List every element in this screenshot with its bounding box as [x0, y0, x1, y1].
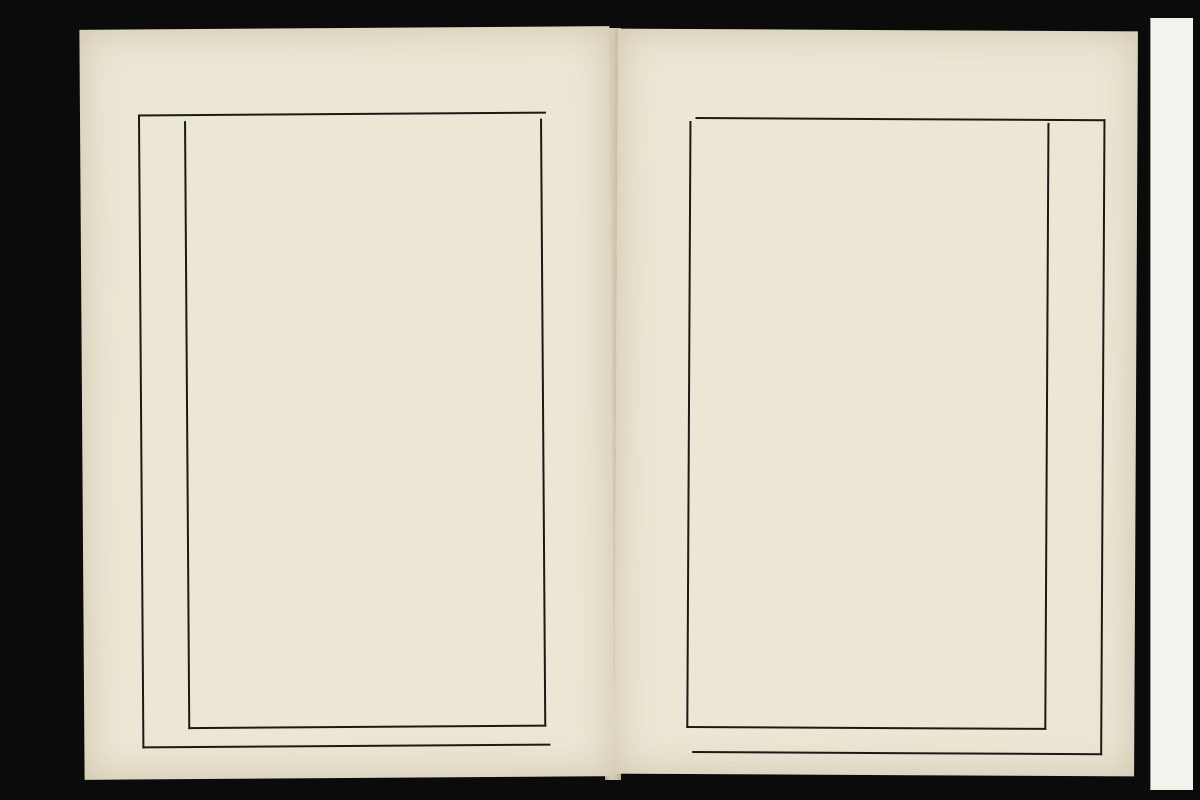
left-inner-border — [184, 119, 546, 729]
measuring-ruler — [1150, 18, 1193, 790]
right-inner-border — [686, 121, 1049, 730]
right-page — [614, 29, 1138, 777]
left-page — [79, 26, 614, 780]
